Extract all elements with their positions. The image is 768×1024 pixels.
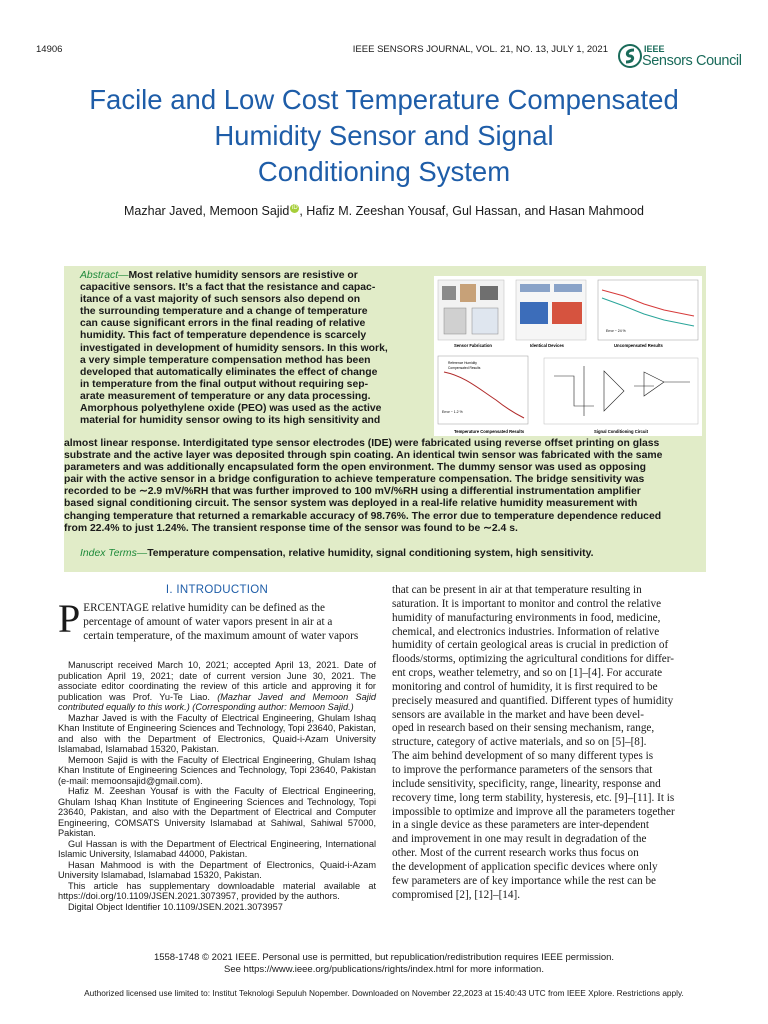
body-line: The aim behind development of so many different types is bbox=[392, 750, 654, 763]
abstract-line: itance of a vast majority of such sensors also depend on bbox=[80, 294, 361, 306]
figure-label-identical: Identical Devices bbox=[530, 343, 564, 348]
sensors-council-logo-icon bbox=[618, 44, 642, 68]
figure-legend-comp: Compensated Results bbox=[448, 366, 481, 370]
body-line: oped in research based on their sensing mechanism, range, bbox=[392, 722, 655, 735]
logo-ieee-text: IEEE bbox=[644, 44, 665, 54]
section-heading bbox=[58, 584, 376, 596]
body-line: ent crops, weather telemetry, and so on [1]–[4]. For accurate bbox=[392, 667, 663, 680]
sensors-council-logo[interactable] bbox=[618, 44, 742, 70]
fabrication-device bbox=[442, 286, 456, 300]
orcid-icon[interactable]: iD bbox=[292, 205, 298, 211]
abstract-line: in temperature from the final output without requiring sep- bbox=[80, 378, 369, 390]
abstract-line: material for humidity sensor owing to its high sensitivity and bbox=[80, 415, 381, 427]
abstract-line: the surrounding temperature and a change of temperature bbox=[80, 306, 368, 318]
body-line: other. Most of the current research works thus focus on bbox=[392, 847, 639, 860]
abstract-dash: — bbox=[118, 270, 129, 281]
index-terms-dash: — bbox=[136, 548, 148, 559]
body-line: humidity of certain geological areas is crucial in prediction of bbox=[392, 639, 669, 652]
paper-title bbox=[40, 82, 728, 190]
body-line: few parameters are of key importance while the rest can be bbox=[392, 874, 657, 887]
index-terms-text: Temperature compensation, relative humidity, signal conditioning system, high sensitivity. bbox=[147, 548, 594, 559]
body-line: to improve the performance parameters of the sensors that bbox=[392, 763, 653, 776]
section-numeral: I. bbox=[165, 584, 173, 596]
abstract-line: developed that automatically eliminates the effect of change bbox=[80, 366, 378, 378]
body-line: impossible to optimize and improve all the parameters together bbox=[392, 805, 675, 818]
abstract-line: investigated in development of humidity sensors. In this work, bbox=[80, 342, 388, 354]
dropcap: P bbox=[58, 596, 81, 641]
journal-header: IEEE SENSORS JOURNAL, VOL. 21, NO. 13, JULY 1, 2021 bbox=[352, 44, 608, 55]
device-image bbox=[552, 302, 582, 324]
body-line: structure, category of active materials, and so on [5]–[8]. bbox=[392, 736, 647, 749]
footnote: Hafiz M. Zeeshan Yousaf is with the Faculty of Electrical Engineering, Ghulam Ishaq Khan Institute of Engineering Sciences and Technology, Topi 23640, Pakistan, and also with the Department of Electrical and Computer Engineering, COMSATS University Islamabad at Sahiwal, Sahiwal 57000, Pakistan. bbox=[58, 786, 376, 838]
body-line: and improvement in one may result in degradation of the bbox=[392, 833, 647, 846]
figure-error-b: Error ~ 24 % bbox=[606, 329, 626, 333]
body-line: sensors are available in the market and have been devel- bbox=[392, 708, 644, 721]
circuit-panel bbox=[544, 358, 698, 424]
right-column bbox=[392, 584, 708, 902]
abstract-line: parameters and was additionally encapsulated form the open environment. The dummy sensor was used as opposing bbox=[64, 462, 647, 474]
body-line: that can be present in air at that temperature resulting in bbox=[392, 584, 642, 596]
body-line: compromised [2], [12]–[14]. bbox=[392, 888, 521, 901]
footnote-italic: (Mazhar Javed and Memoon Sajid contributed equally to this work.) (Corresponding author: Memoon Sajid.) bbox=[58, 691, 376, 712]
abstract-line: almost linear response. Interdigitated type sensor electrodes (IDE) were fabricated using reverse offset printing on glass bbox=[64, 438, 660, 449]
fabrication-device bbox=[460, 284, 476, 302]
body-line: saturation. It is important to monitor and control the relative bbox=[392, 597, 662, 610]
intro-line: certain temperature, of the maximum amount of water vapors bbox=[83, 629, 359, 642]
footnotes bbox=[58, 660, 376, 912]
intro-line: percentage of amount of water vapors present in air at a bbox=[83, 615, 333, 628]
abstract-line: substrate and the active layer was deposited through spin coating. An identical twin sensor was fabricated with the same bbox=[64, 450, 663, 462]
footnote: This article has supplementary downloadable material available at https://doi.org/10.1109/JSEN.2021.3073957, provided by the authors. bbox=[58, 880, 376, 901]
body-line: precisely measured and quantified. Different types of humidity bbox=[392, 694, 674, 707]
graphical-abstract-figure bbox=[434, 276, 702, 436]
footnote: Hasan Mahmood is with the Department of Electronics, Quaid-i-Azam University Islamabad, Islamabad 15320, Pakistan. bbox=[58, 859, 376, 880]
author-list bbox=[40, 204, 728, 218]
footnote-text: Manuscript received March 10, 2021; accepted April 13, 2021. Date of publication April 19, 2021; date of current version June 30, 2021. The associate editor coordinating the review of this article and approving it for publication was Prof. Yu-Te Liao. bbox=[58, 660, 376, 702]
body-line: the development of application specific devices where only bbox=[392, 860, 658, 873]
body-line: monitoring and control of humidity, it is first required to be bbox=[392, 680, 658, 693]
abstract-line: changing temperature that returned a remarkable accuracy of 98.76%. The error due to temperature dependence reduced bbox=[64, 510, 662, 522]
footnote: Gul Hassan is with the Department of Electrical Engineering, International Islamic University, Islamabad 44000, Pakistan. bbox=[58, 838, 376, 859]
authors-first: Mazhar Javed, Memoon Sajid bbox=[124, 204, 290, 218]
figure-label-circuit: Signal Conditioning Circuit bbox=[594, 429, 648, 434]
abstract-text: Most relative humidity sensors are resistive or bbox=[128, 270, 358, 281]
body-line: recovery time, long term stability, hysteresis, etc. [9]–[11]. It is bbox=[392, 791, 675, 804]
fabrication-device bbox=[444, 308, 466, 334]
abstract-line bbox=[80, 270, 393, 282]
copyright-line[interactable]: See https://www.ieee.org/publications/rights/index.html for more information. bbox=[224, 963, 544, 975]
copyright-line: 1558-1748 © 2021 IEEE. Personal use is permitted, but republication/redistribution requires IEEE permission. bbox=[153, 952, 615, 963]
footnote: Mazhar Javed is with the Faculty of Electrical Engineering, Ghulam Ishaq Khan Institute of Engineering Sciences and Technology, Topi 23640, Pakistan, and also with the Department of Electronics, Quaid-i-Azam University Islamabad, Islamabad 15320, Pakistan. bbox=[58, 712, 376, 754]
body-line: humidity of manufacturing environments in food, medicine, bbox=[392, 611, 661, 624]
body-line: include sensitivity, specificity, range, linearity, response and bbox=[392, 777, 661, 790]
abstract-line: from 22.4% to just 1.24%. The transient response time of the sensor was found to be ∼2.4 s. bbox=[64, 522, 518, 534]
footnote: Digital Object Identifier 10.1109/JSEN.2021.3073957 bbox=[68, 901, 283, 912]
abstract-line: capacitive sensors. It’s a fact that the resistance and capac- bbox=[80, 282, 376, 294]
footnote: Memoon Sajid is with the Faculty of Electrical Engineering, Ghulam Ishaq Khan Institute of Engineering Sciences and Technology, Topi 23640, Pakistan (e-mail: memoonsajid@gmail.com). bbox=[58, 754, 376, 786]
figure-error-a: Error ~ 1.2 % bbox=[442, 410, 463, 414]
index-terms bbox=[80, 548, 706, 559]
body-line: chemical, and electronics industries. Information of relative bbox=[392, 625, 660, 638]
abstract-line: arate measurement of temperature or any data processing. bbox=[80, 390, 371, 402]
title-line: Conditioning System bbox=[257, 156, 511, 187]
title-line: Facile and Low Cost Temperature Compensated bbox=[89, 84, 679, 115]
logo-council-text: Sensors Council bbox=[642, 53, 742, 69]
authorized-use-notice: Authorized licensed use limited to: Institut Teknologi Sepuluh Nopember. Downloaded on November 22,2023 at 15:40:43 UTC from IEEE Xplore. Restrictions apply. bbox=[84, 988, 684, 998]
abstract-line: pair with the active sensor in a bridge configuration to achieve temperature compensation. The bridge sensitivity was bbox=[64, 474, 645, 486]
abstract-line: recorded to be ∼2.9 mV/%RH that was further improved to 100 mV/%RH using a differential instrumentation amplifier bbox=[64, 486, 641, 498]
section-title: INTRODUCTION bbox=[176, 584, 269, 596]
body-line: floods/storms, optimizing the agricultural conditions for differ- bbox=[392, 653, 674, 666]
copyright-notice bbox=[60, 952, 708, 975]
authors-rest: , Hafiz M. Zeeshan Yousaf, Gul Hassan, and Hasan Mahmood bbox=[299, 204, 644, 218]
title-line: Humidity Sensor and Signal bbox=[214, 120, 554, 151]
device-image bbox=[554, 284, 582, 292]
device-image bbox=[520, 302, 548, 324]
page-number: 14906 bbox=[36, 44, 63, 55]
abstract-narrow-column bbox=[80, 270, 393, 427]
abstract-wide-section bbox=[64, 438, 706, 535]
fabrication-device bbox=[472, 308, 498, 334]
abstract-line: a very simple temperature compensation method has been bbox=[80, 354, 371, 366]
footnote bbox=[58, 660, 376, 713]
figure-legend-ref: Reference Humidity bbox=[448, 361, 477, 365]
fabrication-device bbox=[480, 286, 498, 300]
intro-paragraph bbox=[58, 596, 376, 644]
abstract-label: Abstract bbox=[80, 270, 119, 281]
figure-label-compensated: Temperature Compensated Results bbox=[454, 429, 525, 434]
figure-label-uncompensated: Uncompensated Results bbox=[614, 343, 663, 348]
device-image bbox=[520, 284, 550, 292]
abstract-line: can cause significant errors in the final reading of relative bbox=[80, 318, 366, 330]
body-line: in a single device as these parameters are inter-dependent bbox=[392, 819, 649, 832]
figure-label-fabrication: Sensor Fabrication bbox=[454, 343, 492, 348]
abstract-line: based signal conditioning circuit. The sensor system was deployed in a real-life relative humidity measurement with bbox=[64, 498, 638, 510]
intro-line: ERCENTAGE relative humidity can be defined as the bbox=[83, 602, 325, 614]
left-column bbox=[58, 584, 376, 644]
abstract-line: humidity. This fact of temperature dependence is scarcely bbox=[80, 330, 367, 342]
abstract-line: Amorphous polyethylene oxide (PEO) was used as the active bbox=[80, 403, 382, 415]
index-terms-label: Index Terms bbox=[80, 548, 137, 559]
